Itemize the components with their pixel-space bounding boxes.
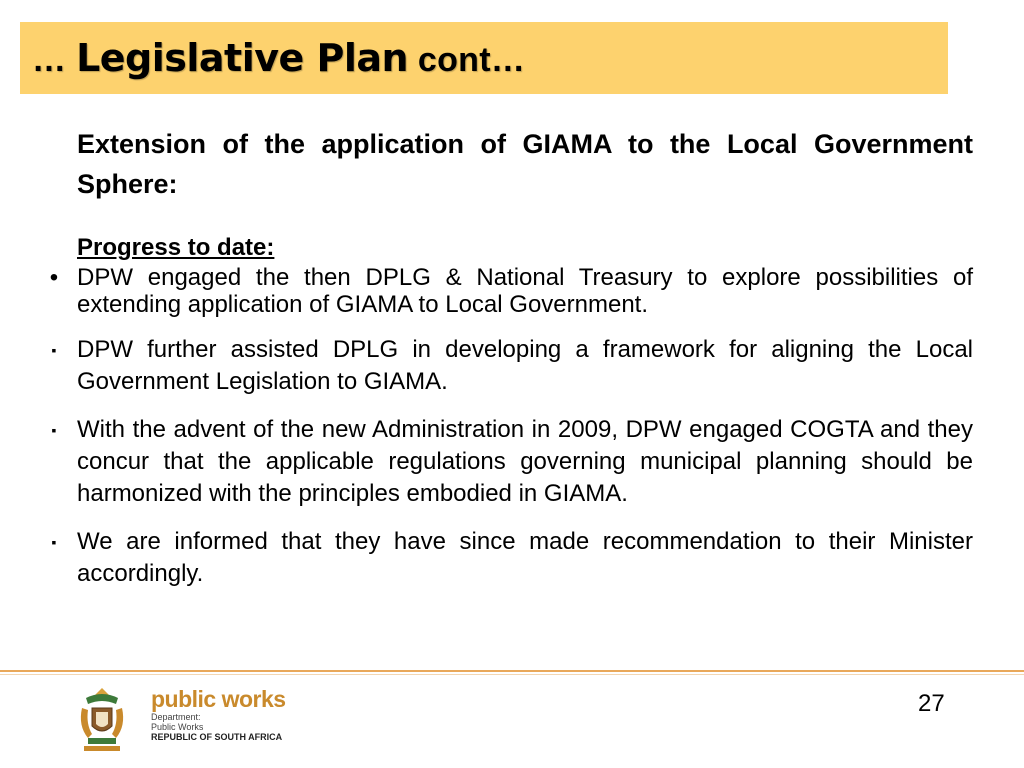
bullet-marker: ▪ bbox=[51, 422, 57, 438]
brand-name: public works bbox=[151, 686, 286, 712]
title-main: Legislative Plan bbox=[76, 36, 409, 80]
dept-line-1: Department: bbox=[151, 712, 201, 722]
slide-content bbox=[44, 124, 973, 590]
brand-block bbox=[151, 686, 286, 742]
dept-line-2: Public Works bbox=[151, 722, 204, 732]
footer-logo bbox=[76, 686, 296, 756]
bullet-text: We are informed that they have since made recommendation to their Minister accordingly. bbox=[77, 528, 973, 587]
bullet-text: DPW engaged the then DPLG & National Treasury to explore possibilities of extending application of GIAMA to Local Government. bbox=[77, 264, 973, 318]
bullet-marker: ▪ bbox=[51, 342, 57, 358]
progress-label: Progress to date: bbox=[77, 234, 275, 261]
bullet-marker: ▪ bbox=[51, 534, 57, 550]
slide-title bbox=[32, 36, 525, 80]
page-number: 27 bbox=[918, 690, 945, 717]
bullet-text: With the advent of the new Administration in 2009, DPW engaged COGTA and they concur that the applicable regulations governing municipal planning should be harmonized with the principles embodied in GIAMA. bbox=[77, 416, 973, 507]
bullet-marker: • bbox=[49, 264, 59, 291]
coat-of-arms-icon bbox=[76, 686, 128, 754]
bullet-item bbox=[44, 264, 973, 318]
footer-divider bbox=[0, 670, 1024, 672]
bullet-list bbox=[44, 264, 973, 590]
footer-divider-thin bbox=[0, 674, 1024, 675]
bullet-item bbox=[44, 334, 973, 398]
dept-line-3: REPUBLIC OF SOUTH AFRICA bbox=[151, 732, 283, 742]
bullet-item bbox=[44, 414, 973, 510]
bullet-text: DPW further assisted DPLG in developing a framework for aligning the Local Government Legislation to GIAMA. bbox=[77, 336, 973, 395]
title-bar bbox=[20, 22, 948, 94]
section-heading: Extension of the application of GIAMA to the Local Government Sphere: bbox=[77, 129, 973, 199]
title-suffix: cont… bbox=[417, 41, 526, 79]
bullet-item bbox=[44, 526, 973, 590]
title-prefix: … bbox=[32, 41, 67, 79]
